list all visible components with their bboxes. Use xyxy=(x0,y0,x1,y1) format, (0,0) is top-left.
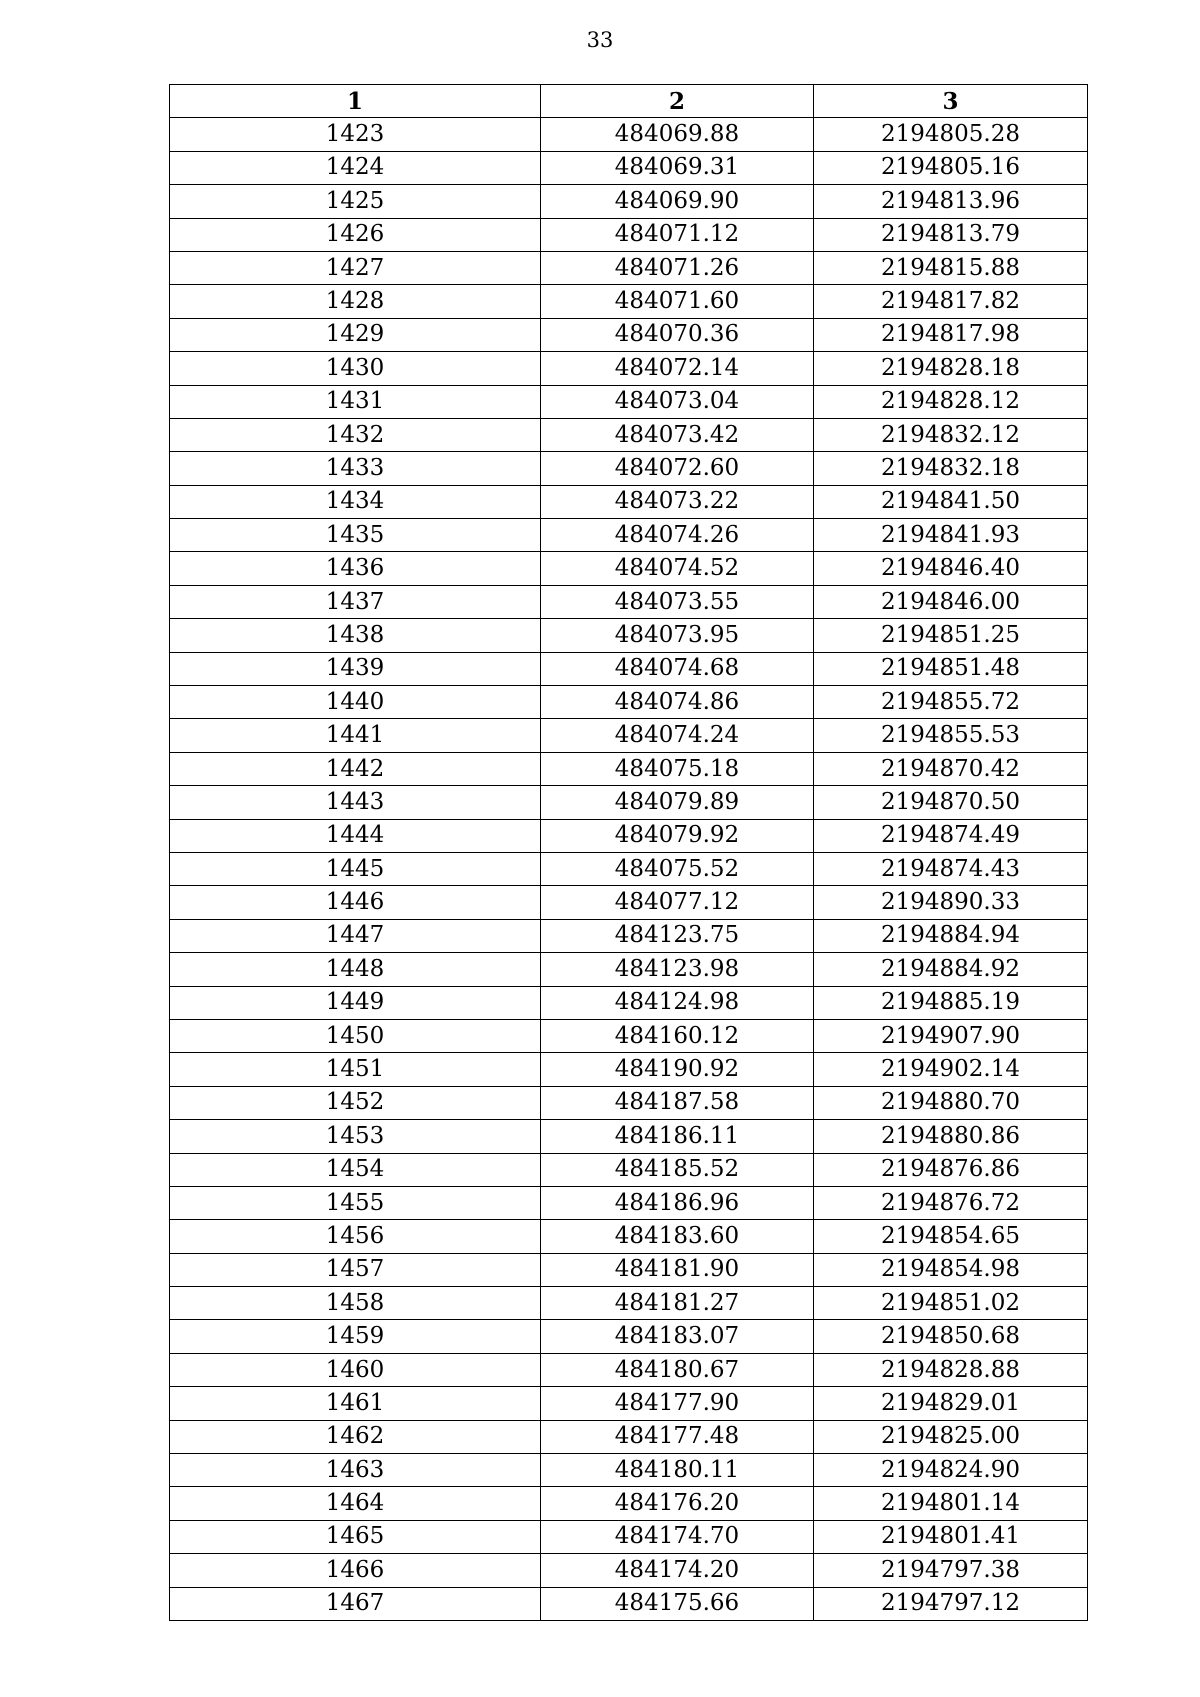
table-cell-col1: 1442 xyxy=(170,752,541,785)
table-cell-col2: 484074.52 xyxy=(541,552,814,585)
table-row xyxy=(170,1053,1088,1086)
table-cell-col2: 484180.11 xyxy=(541,1454,814,1487)
table-row xyxy=(170,519,1088,552)
table-cell-col1: 1465 xyxy=(170,1520,541,1553)
table-cell-col2: 484160.12 xyxy=(541,1019,814,1052)
table-cell-col3: 2194874.43 xyxy=(814,852,1088,885)
table-cell-col2: 484123.98 xyxy=(541,953,814,986)
table-cell-col2: 484186.96 xyxy=(541,1186,814,1219)
table-cell-col1: 1425 xyxy=(170,185,541,218)
table-cell-col1: 1451 xyxy=(170,1053,541,1086)
table-cell-col2: 484186.11 xyxy=(541,1120,814,1153)
table-cell-col2: 484069.90 xyxy=(541,185,814,218)
table-row xyxy=(170,719,1088,752)
table-cell-col3: 2194884.94 xyxy=(814,919,1088,952)
table-row xyxy=(170,919,1088,952)
table-cell-col1: 1464 xyxy=(170,1487,541,1520)
table-cell-col2: 484075.52 xyxy=(541,852,814,885)
table-cell-col2: 484176.20 xyxy=(541,1487,814,1520)
table-row xyxy=(170,1220,1088,1253)
table-row xyxy=(170,1353,1088,1386)
table-cell-col3: 2194850.68 xyxy=(814,1320,1088,1353)
table-cell-col2: 484124.98 xyxy=(541,986,814,1019)
table-cell-col1: 1445 xyxy=(170,852,541,885)
table-row xyxy=(170,452,1088,485)
table-cell-col3: 2194884.92 xyxy=(814,953,1088,986)
table-cell-col1: 1447 xyxy=(170,919,541,952)
table-row xyxy=(170,552,1088,585)
table-cell-col3: 2194851.02 xyxy=(814,1287,1088,1320)
table-cell-col2: 484074.68 xyxy=(541,652,814,685)
table-cell-col2: 484074.86 xyxy=(541,686,814,719)
table-cell-col2: 484071.12 xyxy=(541,218,814,251)
table-row xyxy=(170,1186,1088,1219)
table-cell-col1: 1437 xyxy=(170,585,541,618)
table-cell-col3: 2194824.90 xyxy=(814,1454,1088,1487)
table-cell-col2: 484071.26 xyxy=(541,251,814,284)
table-cell-col1: 1444 xyxy=(170,819,541,852)
table-cell-col2: 484077.12 xyxy=(541,886,814,919)
table-cell-col1: 1450 xyxy=(170,1019,541,1052)
table-row xyxy=(170,852,1088,885)
table-cell-col1: 1453 xyxy=(170,1120,541,1153)
table-row xyxy=(170,1520,1088,1553)
table-cell-col2: 484079.92 xyxy=(541,819,814,852)
table-row xyxy=(170,185,1088,218)
table-cell-col3: 2194805.16 xyxy=(814,151,1088,184)
table-row xyxy=(170,886,1088,919)
table-cell-col3: 2194817.82 xyxy=(814,285,1088,318)
table-cell-col1: 1460 xyxy=(170,1353,541,1386)
table-cell-col1: 1432 xyxy=(170,418,541,451)
table-cell-col3: 2194855.72 xyxy=(814,686,1088,719)
table-cell-col1: 1461 xyxy=(170,1387,541,1420)
table-cell-col1: 1436 xyxy=(170,552,541,585)
page-number: 33 xyxy=(586,28,614,52)
table-cell-col2: 484180.67 xyxy=(541,1353,814,1386)
table-row xyxy=(170,151,1088,184)
table-cell-col2: 484075.18 xyxy=(541,752,814,785)
table-row xyxy=(170,1320,1088,1353)
table-cell-col1: 1449 xyxy=(170,986,541,1019)
table-cell-col3: 2194870.42 xyxy=(814,752,1088,785)
table-cell-col2: 484183.60 xyxy=(541,1220,814,1253)
table-cell-col1: 1440 xyxy=(170,686,541,719)
table-cell-col3: 2194876.86 xyxy=(814,1153,1088,1186)
table-row xyxy=(170,585,1088,618)
table-cell-col1: 1430 xyxy=(170,352,541,385)
table-cell-col3: 2194801.41 xyxy=(814,1520,1088,1553)
table-row xyxy=(170,986,1088,1019)
table-row xyxy=(170,1420,1088,1453)
table-cell-col1: 1441 xyxy=(170,719,541,752)
table-cell-col2: 484069.88 xyxy=(541,118,814,151)
table-cell-col2: 484185.52 xyxy=(541,1153,814,1186)
table-row xyxy=(170,1487,1088,1520)
header-row xyxy=(170,85,1088,118)
table-cell-col1: 1439 xyxy=(170,652,541,685)
table-cell-col3: 2194828.12 xyxy=(814,385,1088,418)
table-row xyxy=(170,953,1088,986)
table-cell-col1: 1423 xyxy=(170,118,541,151)
table-row xyxy=(170,1454,1088,1487)
column-header-2: 2 xyxy=(541,85,814,118)
table-cell-col2: 484074.26 xyxy=(541,519,814,552)
table-row xyxy=(170,786,1088,819)
table-row xyxy=(170,1120,1088,1153)
table-row xyxy=(170,385,1088,418)
table-cell-col3: 2194841.93 xyxy=(814,519,1088,552)
table-cell-col3: 2194817.98 xyxy=(814,318,1088,351)
table-cell-col2: 484073.42 xyxy=(541,418,814,451)
table-row xyxy=(170,118,1088,151)
table-cell-col2: 484069.31 xyxy=(541,151,814,184)
table-cell-col3: 2194851.48 xyxy=(814,652,1088,685)
table-cell-col1: 1456 xyxy=(170,1220,541,1253)
table-cell-col1: 1446 xyxy=(170,886,541,919)
table-cell-col3: 2194832.18 xyxy=(814,452,1088,485)
table-cell-col2: 484177.90 xyxy=(541,1387,814,1420)
table-cell-col3: 2194854.65 xyxy=(814,1220,1088,1253)
table-cell-col1: 1457 xyxy=(170,1253,541,1286)
table-cell-col1: 1454 xyxy=(170,1153,541,1186)
table-cell-col3: 2194855.53 xyxy=(814,719,1088,752)
table-row xyxy=(170,1387,1088,1420)
table-row xyxy=(170,1253,1088,1286)
table-cell-col1: 1427 xyxy=(170,251,541,284)
table-cell-col2: 484073.22 xyxy=(541,485,814,518)
table-cell-col3: 2194825.00 xyxy=(814,1420,1088,1453)
table-cell-col3: 2194885.19 xyxy=(814,986,1088,1019)
table-cell-col2: 484073.04 xyxy=(541,385,814,418)
table-cell-col2: 484174.20 xyxy=(541,1554,814,1587)
table-cell-col3: 2194902.14 xyxy=(814,1053,1088,1086)
table-cell-col1: 1433 xyxy=(170,452,541,485)
table-cell-col2: 484181.27 xyxy=(541,1287,814,1320)
table-row xyxy=(170,1554,1088,1587)
table-cell-col3: 2194846.40 xyxy=(814,552,1088,585)
table-cell-col3: 2194829.01 xyxy=(814,1387,1088,1420)
table-body xyxy=(170,118,1088,1621)
table-cell-col3: 2194805.28 xyxy=(814,118,1088,151)
table-cell-col1: 1434 xyxy=(170,485,541,518)
table-cell-col1: 1431 xyxy=(170,385,541,418)
table-row xyxy=(170,819,1088,852)
table-cell-col3: 2194841.50 xyxy=(814,485,1088,518)
table-cell-col3: 2194874.49 xyxy=(814,819,1088,852)
table-cell-col2: 484123.75 xyxy=(541,919,814,952)
table-cell-col3: 2194880.70 xyxy=(814,1086,1088,1119)
table-cell-col1: 1455 xyxy=(170,1186,541,1219)
table-cell-col2: 484181.90 xyxy=(541,1253,814,1286)
table-cell-col1: 1466 xyxy=(170,1554,541,1587)
table-cell-col3: 2194851.25 xyxy=(814,619,1088,652)
table-cell-col3: 2194880.86 xyxy=(814,1120,1088,1153)
table-cell-col1: 1443 xyxy=(170,786,541,819)
table-cell-col2: 484072.60 xyxy=(541,452,814,485)
table-cell-col1: 1467 xyxy=(170,1587,541,1620)
table-cell-col1: 1428 xyxy=(170,285,541,318)
table-header xyxy=(170,85,1088,118)
table-row xyxy=(170,1086,1088,1119)
table-cell-col2: 484079.89 xyxy=(541,786,814,819)
table-row xyxy=(170,1287,1088,1320)
table-cell-col2: 484174.70 xyxy=(541,1520,814,1553)
table-cell-col2: 484187.58 xyxy=(541,1086,814,1119)
table-cell-col1: 1458 xyxy=(170,1287,541,1320)
table-cell-col2: 484073.95 xyxy=(541,619,814,652)
table-cell-col2: 484074.24 xyxy=(541,719,814,752)
table-cell-col3: 2194828.18 xyxy=(814,352,1088,385)
table-cell-col3: 2194876.72 xyxy=(814,1186,1088,1219)
column-header-1: 1 xyxy=(170,85,541,118)
table-cell-col1: 1426 xyxy=(170,218,541,251)
table-cell-col3: 2194846.00 xyxy=(814,585,1088,618)
table-cell-col2: 484072.14 xyxy=(541,352,814,385)
table-cell-col2: 484190.92 xyxy=(541,1053,814,1086)
table-cell-col3: 2194890.33 xyxy=(814,886,1088,919)
table-cell-col1: 1452 xyxy=(170,1086,541,1119)
table-cell-col1: 1462 xyxy=(170,1420,541,1453)
table-cell-col3: 2194828.88 xyxy=(814,1353,1088,1386)
table-row xyxy=(170,485,1088,518)
table-cell-col3: 2194854.98 xyxy=(814,1253,1088,1286)
table-cell-col3: 2194815.88 xyxy=(814,251,1088,284)
table-row xyxy=(170,218,1088,251)
table-cell-col2: 484073.55 xyxy=(541,585,814,618)
table-row xyxy=(170,1587,1088,1620)
table-cell-col3: 2194870.50 xyxy=(814,786,1088,819)
table-cell-col3: 2194813.79 xyxy=(814,218,1088,251)
table-row xyxy=(170,1153,1088,1186)
table-cell-col1: 1435 xyxy=(170,519,541,552)
table-cell-col2: 484177.48 xyxy=(541,1420,814,1453)
table-cell-col3: 2194907.90 xyxy=(814,1019,1088,1052)
table-cell-col2: 484183.07 xyxy=(541,1320,814,1353)
table-row xyxy=(170,285,1088,318)
table-row xyxy=(170,752,1088,785)
table-row xyxy=(170,1019,1088,1052)
table-cell-col3: 2194813.96 xyxy=(814,185,1088,218)
table-cell-col1: 1448 xyxy=(170,953,541,986)
table-cell-col3: 2194801.14 xyxy=(814,1487,1088,1520)
coordinates-table xyxy=(169,84,1088,1621)
table-cell-col2: 484070.36 xyxy=(541,318,814,351)
table-cell-col3: 2194797.38 xyxy=(814,1554,1088,1587)
table-row xyxy=(170,619,1088,652)
table-row xyxy=(170,686,1088,719)
table-cell-col1: 1429 xyxy=(170,318,541,351)
table-row xyxy=(170,318,1088,351)
table-row xyxy=(170,352,1088,385)
table-cell-col3: 2194832.12 xyxy=(814,418,1088,451)
table-cell-col1: 1438 xyxy=(170,619,541,652)
table-cell-col2: 484071.60 xyxy=(541,285,814,318)
table-cell-col2: 484175.66 xyxy=(541,1587,814,1620)
table-cell-col1: 1459 xyxy=(170,1320,541,1353)
table-row xyxy=(170,652,1088,685)
table-row xyxy=(170,251,1088,284)
table-cell-col1: 1424 xyxy=(170,151,541,184)
table-cell-col1: 1463 xyxy=(170,1454,541,1487)
table-row xyxy=(170,418,1088,451)
column-header-3: 3 xyxy=(814,85,1088,118)
table-cell-col3: 2194797.12 xyxy=(814,1587,1088,1620)
